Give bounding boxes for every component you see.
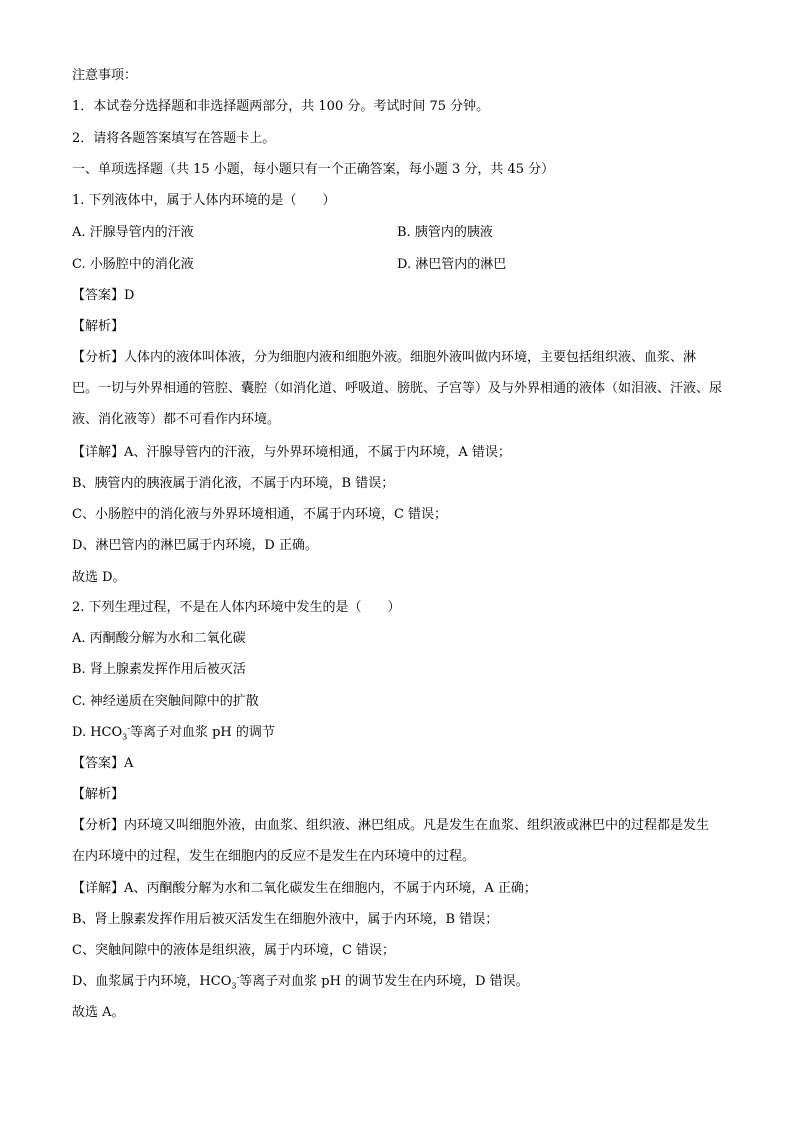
q1-xiangjie-d: D、淋巴管内的淋巴属于内环境，D 正确。 xyxy=(72,538,318,553)
q1-analysis-label: 【解析】 xyxy=(72,319,125,334)
q1-answer-value: D xyxy=(124,288,135,303)
q2-xiangjie-d-sub: 3 xyxy=(231,981,237,991)
q2-option-a: A. 丙酮酸分解为水和二氧化碳 xyxy=(72,631,246,646)
q1-conclusion: 故选 D。 xyxy=(72,570,126,585)
q2-option-b: B. 肾上腺素发挥作用后被灭活 xyxy=(72,662,246,677)
notice-item-2: 2．请将各题答案填写在答题卡上。 xyxy=(72,131,276,146)
q1-option-b: B. 胰管内的胰液 xyxy=(397,225,493,240)
q2-xiangjie-d-prefix: D、血浆属于内环境，HCO xyxy=(72,974,232,989)
q2-fenxi-text: 内环境又叫细胞外液，由血浆、组织液、淋巴组成。凡是发生在血浆、组织液或淋巴中的过程都是发生在内环境中的过程，发生在细胞内的反应不是发生在内环境中的过程。 xyxy=(72,818,710,864)
q2-xiangjie-d-sup: - xyxy=(236,972,240,982)
q2-xiangjie-d xyxy=(72,973,529,991)
q1-option-c: C. 小肠腔中的消化液 xyxy=(72,257,194,272)
q1-fenxi-label: 【分析】 xyxy=(72,350,125,365)
q2-xiangjie-c: C、突触间隙中的液体是组织液，属于内环境，C 错误； xyxy=(72,943,396,958)
q2-xiangjie-d-suffix: 等离子对血浆 pH 的调节发生在内环境，D 错误。 xyxy=(239,974,529,989)
q2-stem: 2. 下列生理过程，不是在人体内环境中发生的是（ ） xyxy=(72,600,401,615)
q2-fenxi xyxy=(72,810,722,872)
q1-xiangjie-label: 【详解】 xyxy=(72,445,125,460)
q1-xiangjie-b: B、胰管内的胰液属于消化液，不属于内环境，B 错误； xyxy=(72,476,395,491)
q1-option-d: D. 淋巴管内的淋巴 xyxy=(397,257,507,272)
q2-xiangjie-a-line xyxy=(72,880,537,898)
section-title: 一、单项选择题（共 15 小题，每小题只有一个正确答案，每小题 3 分，共 45 分） xyxy=(72,162,555,177)
q1-answer-label: 【答案】 xyxy=(72,288,125,303)
q1-option-a: A. 汗腺导管内的汗液 xyxy=(72,225,194,240)
q2-option-d-prefix: D. HCO xyxy=(72,725,123,740)
q2-answer-value: A xyxy=(124,756,134,771)
q2-xiangjie-b: B、肾上腺素发挥作用后被灭活发生在细胞外液中，属于内环境，B 错误； xyxy=(72,912,499,927)
q1-answer xyxy=(72,287,134,305)
q2-xiangjie-a: A、丙酮酸分解为水和二氧化碳发生在细胞内，不属于内环境，A 正确； xyxy=(124,881,537,896)
q2-answer xyxy=(72,755,133,773)
q2-answer-label: 【答案】 xyxy=(72,756,125,771)
q1-xiangjie-a: A、汗腺导管内的汗液，与外界环境相通，不属于内环境，A 错误； xyxy=(124,445,511,460)
notice-item-1: 1．本试卷分选择题和非选择题两部分，共 100 分。考试时间 75 分钟。 xyxy=(72,99,490,114)
q1-stem: 1. 下列液体中，属于人体内环境的是（ ） xyxy=(72,193,336,208)
q1-fenxi xyxy=(72,342,722,435)
notice-title: 注意事项： xyxy=(72,68,138,83)
q1-xiangjie-c: C、小肠腔中的消化液与外界环境相通，不属于内环境，C 错误； xyxy=(72,507,448,522)
q2-option-d-sup: - xyxy=(127,723,130,733)
q2-option-d xyxy=(72,724,275,742)
q2-analysis-label: 【解析】 xyxy=(72,787,125,802)
q2-xiangjie-label: 【详解】 xyxy=(72,881,125,896)
q2-option-c: C. 神经递质在突触间隙中的扩散 xyxy=(72,694,259,709)
q1-xiangjie-a-line xyxy=(72,444,511,462)
q2-option-d-sub: 3 xyxy=(122,732,128,742)
q2-fenxi-label: 【分析】 xyxy=(72,818,125,833)
q2-option-d-suffix: 等离子对血浆 pH 的调节 xyxy=(129,725,275,740)
q2-conclusion: 故选 A。 xyxy=(72,1005,125,1020)
q1-fenxi-text: 人体内的液体叫体液，分为细胞内液和细胞外液。细胞外液叫做内环境，主要包括组织液、血浆、淋巴。一切与外界相通的管腔、囊腔（如消化道、呼吸道、膀胱、子宫等）及与外界相通的液体（如泪液、汗液、尿液、消化液等）都不可看作内环境。 xyxy=(72,350,723,427)
